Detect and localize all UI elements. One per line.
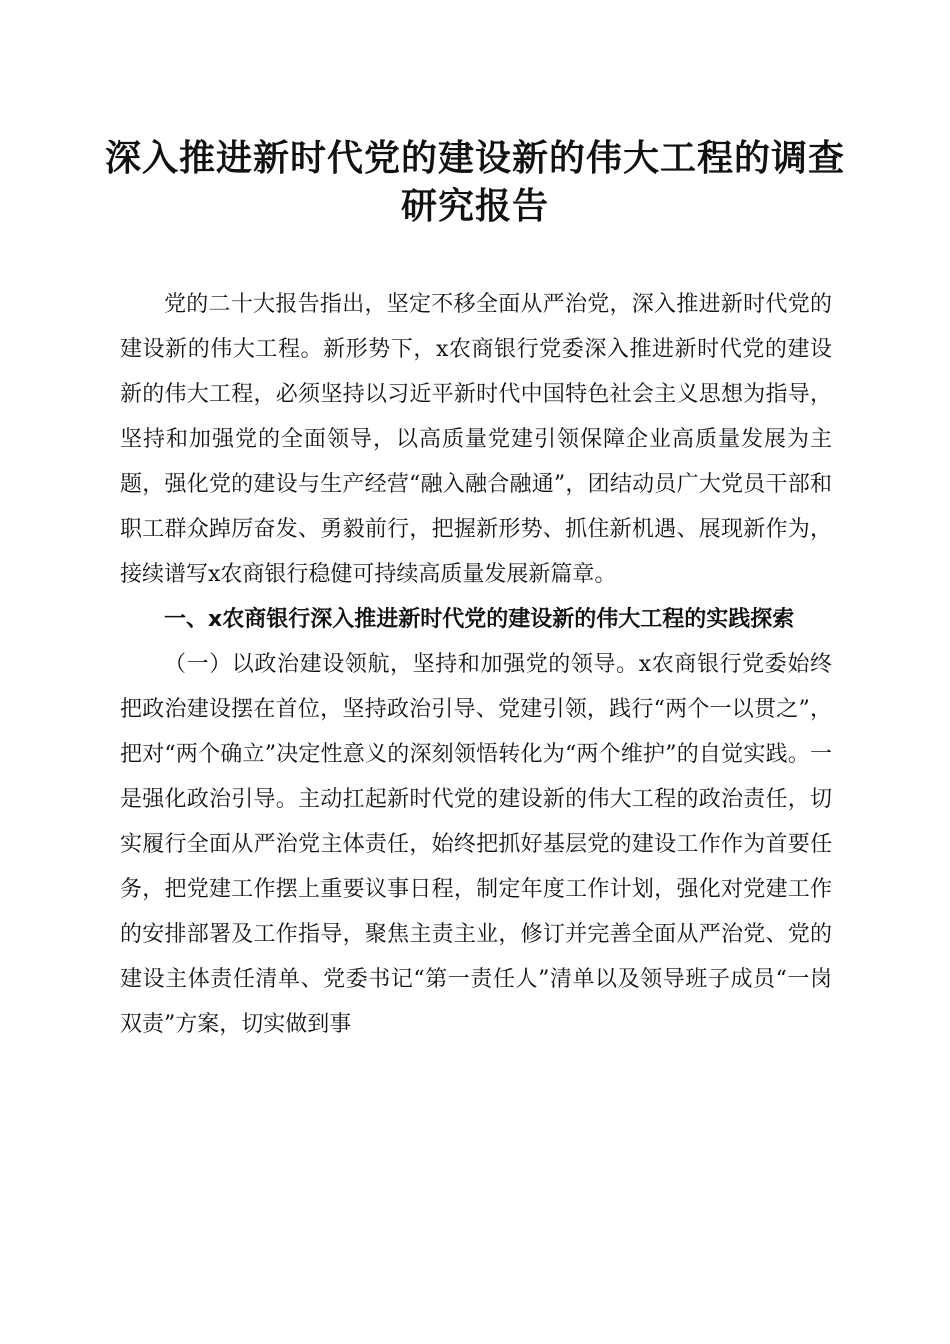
document-title-line-1: 深入推进新时代党的建设新的伟大工程的调查 — [104, 137, 845, 179]
intro-paragraph: 党的二十大报告指出，坚定不移全面从严治党，深入推进新时代党的建设新的伟大工程。新形势下，x农商银行党委深入推进新时代党的建设新的伟大工程，必须坚持以习近平新时代中国特色社会主义思想为指导，坚持和加强党的全面领导，以高质量党建引领保障企业高质量发展为主题，强化党的建设与生产经营“融入融合融通”，团结动员广大党员干部和职工群众踔厉奋发、勇毅前行，把握新形势、抓住新机遇、展现新作为，接续谱写x农商银行稳健可持续高质量发展新篇章。 — [120, 292, 832, 587]
subsection-paragraph: （一）以政治建设领航，坚持和加强党的领导。x农商银行党委始终把政治建设摆在首位，坚持政治引导、党建引领，践行“两个一以贯之”，把对“两个确立”决定性意义的深刻领悟转化为“两个维护”的自觉实践。一是强化政治引导。主动扛起新时代党的建设新的伟大工程的政治责任，切实履行全面从严治党主体责任，始终把抓好基层党的建设工作作为首要任务，把党建工作摆上重要议事日程，制定年度工作计划，强化对党建工作的安排部署及工作指导，聚焦主责主业，修订并完善全面从严治党、党的建设主体责任清单、党委书记“第一责任人”清单以及领导班子成员“一岗双责”方案，切实做到事 — [120, 652, 832, 1037]
section-heading: 一、x农商银行深入推进新时代党的建设新的伟大工程的实践探索 — [164, 607, 795, 632]
document-body — [120, 282, 832, 1047]
document-title-line-2: 研究报告 — [400, 185, 549, 227]
